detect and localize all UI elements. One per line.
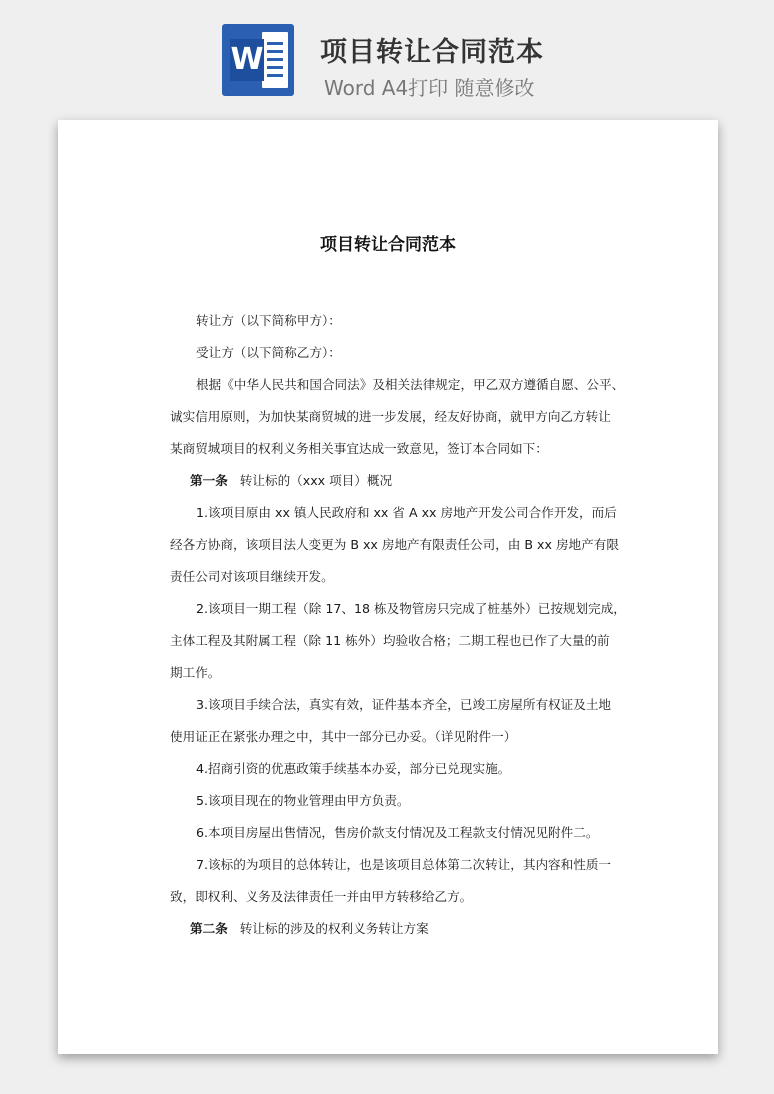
article-heading-text: 转让标的涉及的权利义务转让方案 [239,921,429,936]
paragraph-line: 1.该项目原由 xx 镇人民政府和 xx 省 A xx 房地产开发公司合作开发，而后 [196,505,617,520]
paragraph-line: 7.该标的为项目的总体转让，也是该项目总体第二次转让，其内容和性质一 [196,857,612,872]
paragraph-line: 受让方（以下简称乙方）： [196,345,341,360]
article-heading-text: 转让标的（xxx 项目）概况 [239,473,393,488]
document-title: 项目转让合同范本 [320,235,456,255]
article-heading [190,921,429,937]
paragraph-line: 5.该项目现在的物业管理由甲方负责。 [196,793,410,808]
article-label: 第二条 [190,921,228,936]
header [0,0,774,112]
paragraph-line: 主体工程及其附属工程（除 11 栋外）均验收合格；二期工程也已作了大量的前 [170,633,610,648]
paragraph-line: 使用证正在紧张办理之中，其中一部分已办妥。（详见附件一） [170,729,517,744]
paragraph-line: 根据《中华人民共和国合同法》及相关法律规定，甲乙双方遵循自愿、公平、 [196,377,625,392]
paragraph-line: 致，即权利、义务及法律责任一并由甲方转移给乙方。 [170,889,473,904]
word-document-icon [222,24,294,96]
word-icon-letter: W [230,39,264,81]
paragraph-line: 责任公司对该项目继续开发。 [170,569,334,584]
header-title: 项目转让合同范本 [320,37,544,68]
paragraph-line: 6.本项目房屋出售情况，售房价款支付情况及工程款支付情况见附件二。 [196,825,599,840]
article-heading [190,473,392,489]
paragraph-line: 2.该项目一期工程（除 17、18 栋及物管房只完成了桩基外）已按规划完成， [196,601,626,616]
paragraph-line: 3.该项目手续合法，真实有效，证件基本齐全，已竣工房屋所有权证及土地 [196,697,612,712]
paragraph-line: 某商贸城项目的权利义务相关事宜达成一致意见，签订本合同如下： [170,441,548,456]
paragraph-line: 转让方（以下简称甲方）： [196,313,341,328]
paragraph-line: 经各方协商，该项目法人变更为 B xx 房地产有限责任公司，由 B xx 房地产有限 [170,537,619,552]
header-subtitle: Word A4打印 随意修改 [324,76,535,100]
paragraph-line: 诚实信用原则，为加快某商贸城的进一步发展，经友好协商，就甲方向乙方转让 [170,409,611,424]
document-page [58,120,718,1054]
word-icon-page [262,32,288,88]
article-label: 第一条 [190,473,228,488]
paragraph-line: 4.招商引资的优惠政策手续基本办妥，部分已兑现实施。 [196,761,511,776]
paragraph-line: 期工作。 [170,665,221,680]
